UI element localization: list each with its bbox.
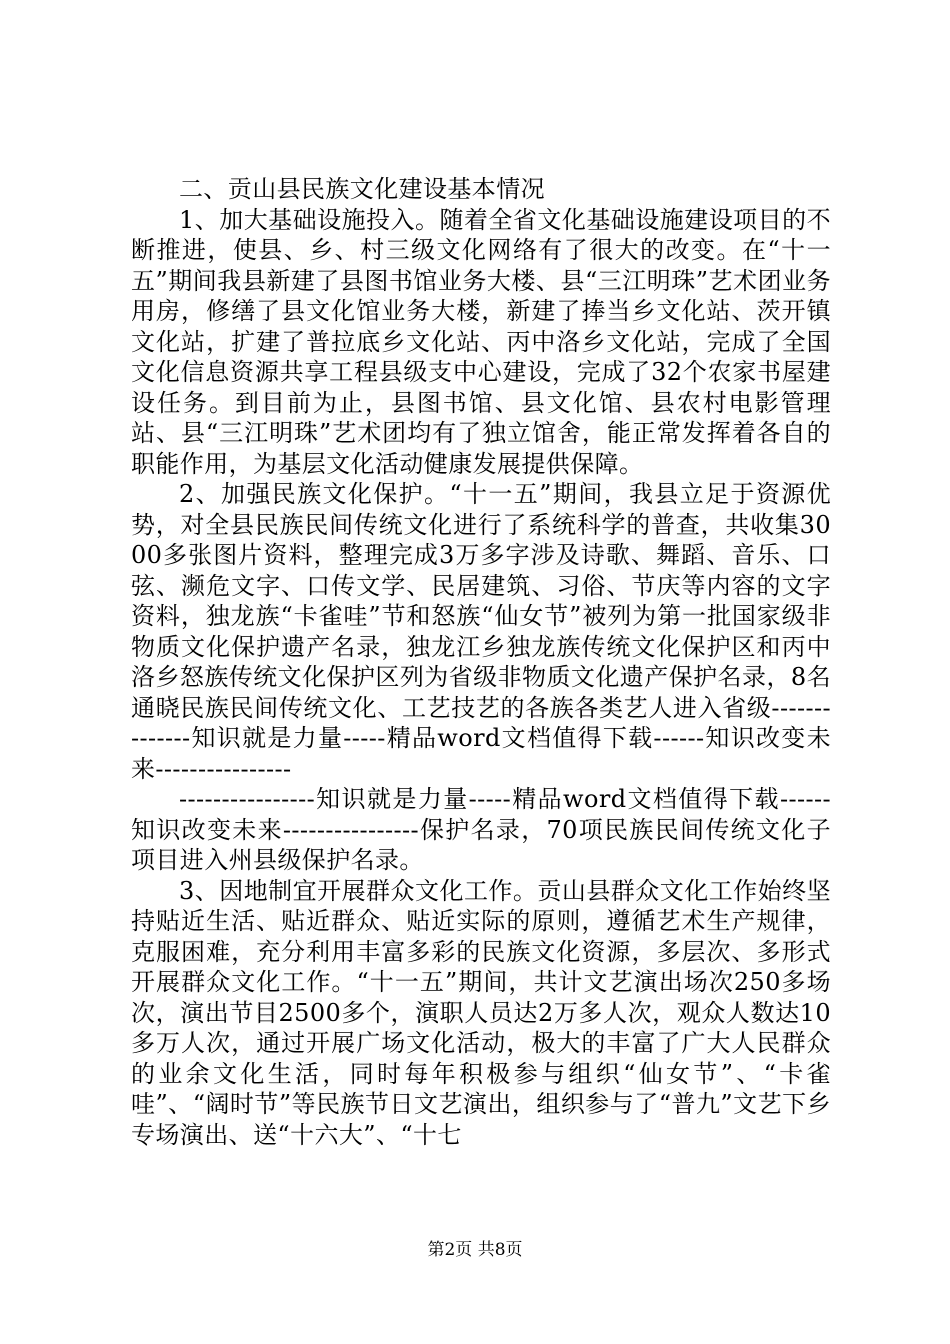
paragraph-mass-culture: 3、因地制宜开展群众文化工作。贡山县群众文化工作始终坚持贴近生活、贴近群众、贴近实际的原则，遵循艺术生产规律，克服困难，充分利用丰富多彩的民族文化资源，多层次、多形式开展群众文化工作。“十一五”期间，共计文艺演出场次250多场次，演出节目2500多个，演职人员达2万多人次，观众人数达10多万人次，通过开展广场文化活动，极大的丰富了广大人民群众的业余文化生活，同时每年积极参与组织“仙女节”、“卡雀哇”、“阔时节”等民族节日文艺演出，组织参与了“普九”文艺下乡专场演出、送“十六大”、“十七 bbox=[131, 876, 831, 1149]
paragraph-watermark-continuation: ----------------知识就是力量-----精品word文档值得下载------知识改变未来----------------保护名录，70项民族民间传统文化子项目进入州县级保护名录。 bbox=[131, 785, 831, 874]
document-body bbox=[131, 174, 831, 1150]
paragraph-culture-protection: 2、加强民族文化保护。“十一五”期间，我县立足于资源优势，对全县民族民间传统文化进行了系统科学的普查，共收集3000多张图片资料，整理完成3万多字涉及诗歌、舞蹈、音乐、口弦、濒危文字、口传文学、民居建筑、习俗、节庆等内容的文字资料，独龙族“卡雀哇”节和怒族“仙女节”被列为第一批国家级非物质文化保护遗产名录，独龙江乡独龙族传统文化保护区和丙中洛乡怒族传统文化保护区列为省级非物质文化遗产保护名录，8名通晓民族民间传统文化、工艺技艺的各族各类艺人进入省级--------------知识就是力量-----精品word文档值得下载------知识改变未来---------------- bbox=[131, 480, 831, 783]
page-number-footer: 第2页 共8页 bbox=[427, 1240, 523, 1260]
paragraph-infrastructure: 1、加大基础设施投入。随着全省文化基础设施建设项目的不断推进，使县、乡、村三级文化网络有了很大的改变。在“十一五”期间我县新建了县图书馆业务大楼、县“三江明珠”艺术团业务用房，修缮了县文化馆业务大楼，新建了捧当乡文化站、茨开镇文化站，扩建了普拉底乡文化站、丙中洛乡文化站，完成了全国文化信息资源共享工程县级支中心建设，完成了32个农家书屋建设任务。到目前为止，县图书馆、县文化馆、县农村电影管理站、县“三江明珠”艺术团均有了独立馆舍，能正常发挥着各自的职能作用，为基层文化活动健康发展提供保障。 bbox=[131, 205, 831, 478]
section-heading: 二、贡山县民族文化建设基本情况 bbox=[179, 175, 545, 203]
